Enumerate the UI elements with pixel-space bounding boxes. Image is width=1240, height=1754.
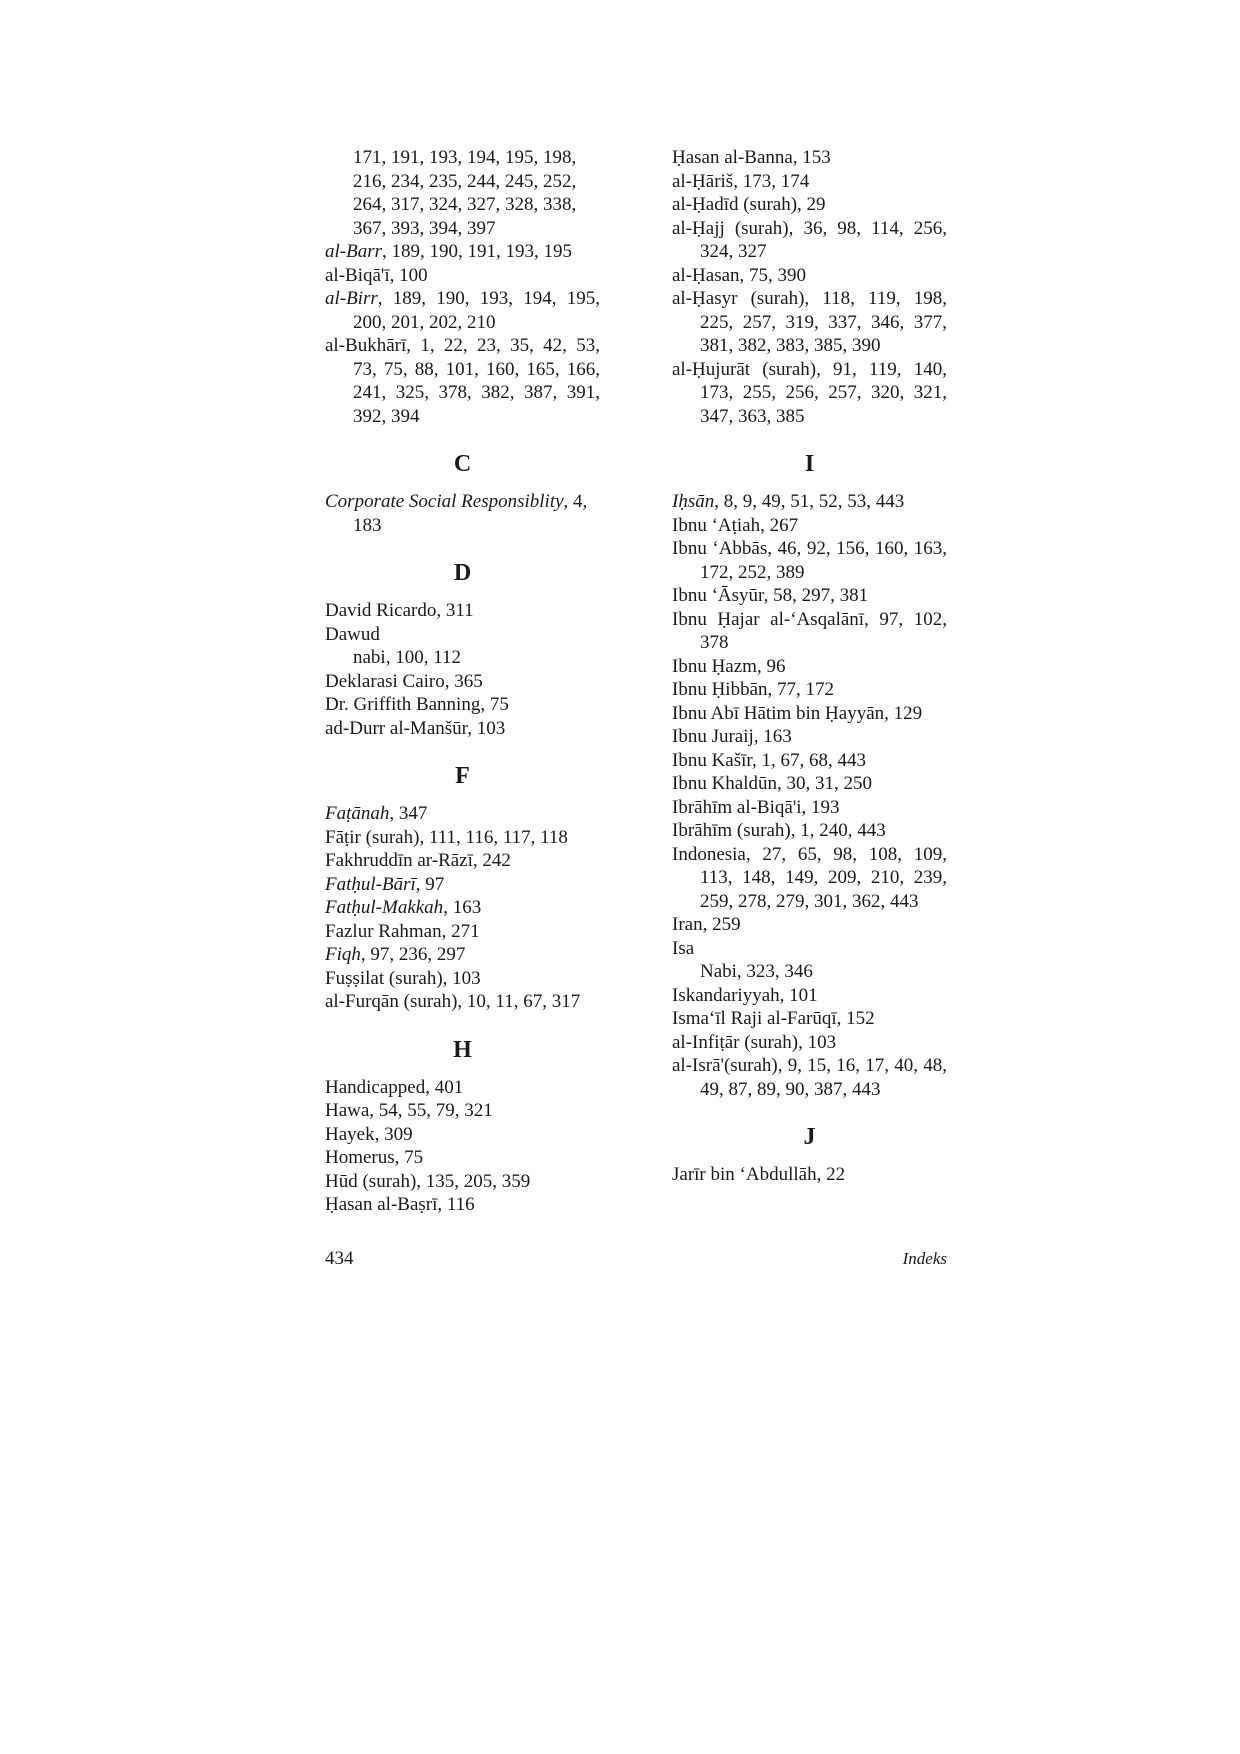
index-entry: al-Furqān (surah), 10, 11, 67, 317 (325, 991, 581, 1012)
section-letter-i: I (804, 451, 815, 477)
section-letter-c: C (453, 451, 472, 477)
section-letter-h: H (453, 1036, 472, 1063)
index-entry: Ibnu Abī Hātim bin Ḥayyān, 129 (672, 702, 923, 724)
index-entry-al-bukhari: al-Bukhārī, 1, 22, 23, 35, 42, 53, 73, 75, 88, 101, 160, 165, 166, 241, 325, 378, 382, 387, 391, 392, 394 (325, 335, 600, 427)
index-entry-al-birr (325, 287, 600, 334)
index-term-italic: Corporate Social Responsiblity (325, 491, 564, 512)
index-pages: , 189, 190, 191, 193, 195 (382, 241, 572, 262)
index-entry: Ibnu Juraij, 163 (672, 726, 792, 747)
index-entry: Ibrāhīm al-Biqā'i, 193 (672, 796, 840, 818)
index-entry: Hawa, 54, 55, 79, 321 (325, 1100, 493, 1121)
index-entry: al-Ḥajj (surah), 36, 98, 114, 256, 324, 327 (672, 217, 947, 262)
index-entry: Hūd (surah), 135, 205, 359 (325, 1170, 531, 1192)
index-entry: Fuṣṣilat (surah), 103 (325, 967, 481, 989)
index-entry: Ḥasan al-Banna, 153 (672, 147, 831, 168)
index-entry: Dawud (325, 623, 380, 645)
index-entry: ad-Durr al-Manšūr, 103 (325, 717, 506, 739)
running-title: Indeks (902, 1249, 947, 1268)
index-entry: Indonesia, 27, 65, 98, 108, 109, 113, 148, 149, 209, 210, 239, 259, 278, 279, 301, 362, 443 (672, 843, 947, 912)
index-entry (325, 802, 600, 826)
index-entry: Deklarasi Cairo, 365 (325, 670, 483, 692)
index-pages: , 189, 190, 193, 194, 195, 200, 201, 202, 210 (353, 288, 600, 333)
index-entry: al-Ḥadīd (surah), 29 (672, 194, 826, 215)
index-entry: Ibnu Khaldūn, 30, 31, 250 (672, 773, 873, 794)
index-subentry: nabi, 100, 112 (353, 647, 462, 668)
index-entry: Isa (672, 937, 695, 959)
index-entry: al-Ḥāriš, 173, 174 (672, 170, 810, 192)
section-letter-f: F (455, 763, 470, 789)
index-entry: Fazlur Rahman, 271 (325, 920, 480, 942)
index-entry: Ibnu Kašīr, 1, 67, 68, 443 (672, 749, 866, 771)
index-entry-continuation: 171, 191, 193, 194, 195, 198, 216, 234, 235, 244, 245, 252, 264, 317, 324, 327, 328, 338, 367, 393, 394, 397 (353, 147, 577, 239)
index-entry: Hayek, 309 (325, 1123, 413, 1145)
section-letter-j: J (803, 1124, 816, 1150)
index-pages: , 4, 183 (353, 491, 588, 536)
index-entry: al-Ḥujurāt (surah), 91, 119, 140, 173, 255, 256, 257, 320, 321, 347, 363, 385 (672, 358, 947, 427)
index-entry: Ḥasan al-Baṣrī, 116 (325, 1194, 475, 1215)
index-entry (325, 873, 600, 897)
index-term-italic: Fiqh (325, 944, 361, 965)
index-column-left (325, 146, 600, 1217)
index-term-italic: al-Barr (325, 241, 382, 262)
index-term-italic: al-Birr (325, 288, 378, 309)
index-term-italic: Fatḥul-Bārī (325, 873, 416, 895)
page-number: 434 (325, 1248, 354, 1269)
index-entry: Fakhruddīn ar-Rāzī, 242 (325, 850, 511, 871)
index-entry (325, 896, 600, 920)
index-entry: Ibnu Ḥazm, 96 (672, 655, 786, 677)
index-term-italic: Fatḥul-Makkah (325, 897, 444, 918)
index-entry: Ibrāhīm (surah), 1, 240, 443 (672, 820, 886, 841)
index-entry-csr (325, 490, 600, 537)
index-entry: Ibnu ‘Abbās, 46, 92, 156, 160, 163, 172, 252, 389 (672, 538, 947, 583)
index-entry: Ibnu Ḥibbān, 77, 172 (672, 679, 835, 700)
index-entry: Isma‘īl Raji al-Farūqī, 152 (672, 1008, 875, 1029)
index-entry: al-Ḥasan, 75, 390 (672, 264, 807, 286)
index-entry: al-Infiṭār (surah), 103 (672, 1031, 837, 1053)
index-entry: Iran, 259 (672, 914, 741, 935)
index-subentry: Nabi, 323, 346 (700, 961, 813, 982)
index-entry: Homerus, 75 (325, 1147, 424, 1168)
index-entry: al-Isrā'(surah), 9, 15, 16, 17, 40, 48, 49, 87, 89, 90, 387, 443 (672, 1055, 947, 1100)
index-entry: Ibnu ‘Aṭiah, 267 (672, 514, 799, 536)
index-term-italic: Iḥsān (672, 491, 715, 512)
index-entry: al-Ḥasyr (surah), 118, 119, 198, 225, 257, 319, 337, 346, 377, 381, 382, 383, 385, 390 (672, 288, 947, 356)
section-letter-d: D (453, 560, 472, 586)
index-entry: Jarīr bin ‘Abdullāh, 22 (672, 1164, 846, 1185)
index-pages: , 347 (389, 803, 428, 824)
index-entry: Ibnu Ḥajar al-‘Asqalānī, 97, 102, 378 (672, 608, 947, 653)
index-entry: Handicapped, 401 (325, 1076, 464, 1098)
index-pages: , 97 (415, 873, 445, 895)
index-column-right (672, 146, 947, 1187)
index-entry-al-barr (325, 240, 600, 264)
index-pages: , 97, 236, 297 (360, 944, 466, 965)
index-entry (325, 943, 600, 967)
index-entry-al-biqai: al-Biqā'ī, 100 (325, 264, 428, 286)
index-pages: , 8, 9, 49, 51, 52, 53, 443 (714, 491, 905, 512)
index-entry: Ibnu ‘Āsyūr, 58, 297, 381 (672, 585, 869, 606)
index-pages: , 163 (443, 897, 482, 918)
index-entry: Iskandariyyah, 101 (672, 984, 818, 1006)
index-entry: Fāṭir (surah), 111, 116, 117, 118 (325, 826, 568, 848)
index-entry: David Ricardo, 311 (325, 600, 474, 621)
index-entry: Dr. Griffith Banning, 75 (325, 694, 509, 715)
index-term-italic: Faṭānah (325, 803, 390, 824)
index-entry (672, 490, 947, 514)
